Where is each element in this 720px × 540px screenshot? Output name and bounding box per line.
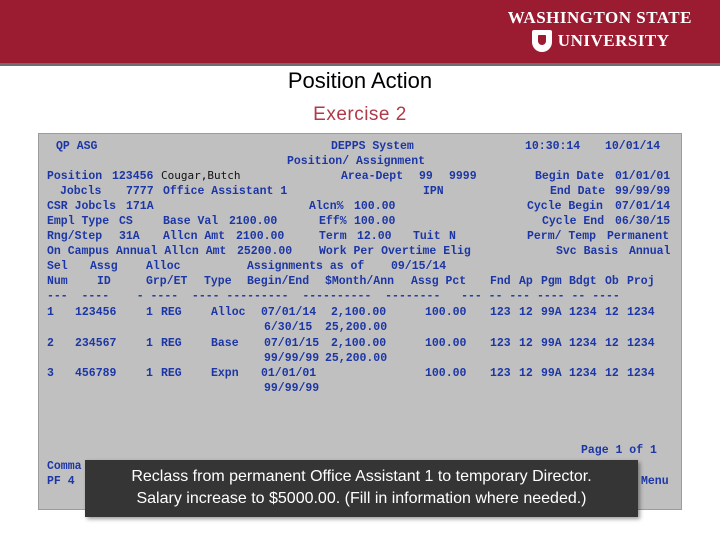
rng-step-value[interactable]: 31A	[119, 230, 140, 243]
col-id: ID	[97, 275, 111, 288]
logo-line1: WASHINGTON STATE	[507, 8, 692, 27]
begin-date-label: Begin Date	[535, 170, 605, 183]
row2-id: 234567	[75, 337, 117, 350]
svc-basis-value[interactable]: Annual	[629, 245, 671, 258]
header-separator: --- ---- - ---- ---- --------- ---------- -------- --- -- --- ---- -- ----	[47, 290, 620, 303]
rng-step-label: Rng/Step	[47, 230, 103, 243]
row2-begin: 07/01/15	[264, 337, 320, 350]
row3-id: 456789	[75, 367, 117, 380]
col-month-ann: $Month/Ann	[325, 275, 395, 288]
cycle-end-value[interactable]: 06/30/15	[615, 215, 671, 228]
csr-jobcls-label: CSR Jobcls	[47, 200, 117, 213]
menu-key[interactable]: Menu	[641, 475, 669, 488]
col-type: Type	[204, 275, 232, 288]
col-alloc: Alloc	[146, 260, 181, 273]
row3-et: REG	[161, 367, 182, 380]
row1-ann: 25,200.00	[325, 321, 388, 334]
csr-jobcls-value[interactable]: 171A	[126, 200, 154, 213]
row2-grp: 1	[146, 337, 153, 350]
assignments-as-of-date: 09/15/14	[391, 260, 447, 273]
row3-pgm: 99A	[541, 367, 562, 380]
row3-proj: 1234	[627, 367, 655, 380]
row3-type: Expn	[211, 367, 239, 380]
callout-line1: Reclass from permanent Office Assistant 1 to temporary Director.	[131, 468, 592, 485]
row1-fnd: 123	[490, 306, 511, 319]
row2-ob: 12	[605, 337, 619, 350]
row2-bdgt: 1234	[569, 337, 597, 350]
row1-pgm: 99A	[541, 306, 562, 319]
position-label: Position	[47, 170, 103, 183]
term-label: Term	[319, 230, 347, 243]
row2-fnd: 123	[490, 337, 511, 350]
row3-grp: 1	[146, 367, 153, 380]
allcn-amt-label: Allcn Amt	[163, 230, 226, 243]
begin-date-value[interactable]: 01/01/01	[615, 170, 671, 183]
tuit-value[interactable]: N	[449, 230, 456, 243]
col-num: Num	[47, 275, 68, 288]
dept-value[interactable]: 9999	[449, 170, 477, 183]
svc-basis-label: Svc Basis	[556, 245, 619, 258]
row1-begin: 07/01/14	[261, 306, 317, 319]
tuit-label: Tuit	[413, 230, 441, 243]
row1-type: Alloc	[211, 306, 246, 319]
alcn-pct-label: Alcn%	[309, 200, 344, 213]
end-date-value[interactable]: 99/99/99	[615, 185, 671, 198]
row1-id: 123456	[75, 306, 117, 319]
row2-ap: 12	[519, 337, 533, 350]
row2-end: 99/99/99	[264, 352, 320, 365]
perm-temp-value[interactable]: Permanent	[607, 230, 670, 243]
row2-pgm: 99A	[541, 337, 562, 350]
row1-end: 6/30/15	[264, 321, 313, 334]
system-name: DEPPS System	[331, 140, 414, 153]
allcn-amt-value[interactable]: 2100.00	[236, 230, 285, 243]
system-time: 10:30:14	[525, 140, 581, 153]
screen-name: Position/ Assignment	[287, 155, 426, 168]
row3-num[interactable]: 3	[47, 367, 54, 380]
cycle-begin-value[interactable]: 07/01/14	[615, 200, 671, 213]
cycle-end-label: Cycle End	[542, 215, 605, 228]
page-indicator: Page 1 of 1	[581, 444, 657, 457]
pf4-key[interactable]: PF 4	[47, 475, 75, 488]
col-pgm: Pgm	[541, 275, 562, 288]
row1-ob: 12	[605, 306, 619, 319]
col-bdgt: Bdgt	[569, 275, 597, 288]
row2-et: REG	[161, 337, 182, 350]
col-grp-et: Grp/ET	[146, 275, 188, 288]
area-value[interactable]: 99	[419, 170, 433, 183]
row1-num[interactable]: 1	[47, 306, 54, 319]
wsu-seal-icon	[532, 30, 552, 52]
col-ap: Ap	[519, 275, 533, 288]
base-val-value[interactable]: 2100.00	[229, 215, 278, 228]
cycle-begin-label: Cycle Begin	[527, 200, 603, 213]
row2-type: Base	[211, 337, 239, 350]
col-begin-end: Begin/End	[247, 275, 310, 288]
row1-ap: 12	[519, 306, 533, 319]
on-campus-amt: 25200.00	[237, 245, 293, 258]
row3-ap: 12	[519, 367, 533, 380]
mainframe-terminal-screen[interactable]	[38, 133, 682, 510]
row3-end: 99/99/99	[264, 382, 320, 395]
empl-type-value[interactable]: CS	[119, 215, 133, 228]
row3-begin: 01/01/01	[261, 367, 317, 380]
eff-pct-label: Eff%	[319, 215, 347, 228]
row1-proj: 1234	[627, 306, 655, 319]
col-ob: Ob	[605, 275, 619, 288]
jobcls-code[interactable]: 7777	[126, 185, 154, 198]
assignments-as-of-label: Assignments as of	[247, 260, 365, 273]
term-value[interactable]: 12.00	[357, 230, 392, 243]
row1-pct: 100.00	[425, 306, 467, 319]
row2-month: 2,100.00	[331, 337, 387, 350]
callout-line2: Salary increase to $5000.00. (Fill in information where needed.)	[136, 490, 587, 507]
row2-pct: 100.00	[425, 337, 467, 350]
header-bar	[0, 0, 720, 66]
command-label[interactable]: Comma	[47, 460, 82, 473]
row1-grp: 1	[146, 306, 153, 319]
slide-title: Position Action	[287, 68, 433, 93]
work-per-label: Work Per Overtime Elig	[319, 245, 471, 258]
row2-ann: 25,200.00	[325, 352, 388, 365]
jobcls-label: Jobcls	[60, 185, 102, 198]
area-dept-label: Area-Dept	[341, 170, 404, 183]
system-date: 10/01/14	[605, 140, 661, 153]
logo-line2: UNIVERSITY	[557, 31, 670, 50]
instruction-callout	[85, 460, 638, 517]
col-assg: Assg	[90, 260, 118, 273]
perm-temp-label: Perm/ Temp	[527, 230, 597, 243]
empl-type-label: Empl Type	[47, 215, 110, 228]
system-code: QP ASG	[56, 140, 98, 153]
col-assg-pct: Assg Pct	[411, 275, 467, 288]
employee-name: Cougar,Butch	[161, 169, 241, 182]
row3-ob: 12	[605, 367, 619, 380]
col-sel: Sel	[47, 260, 68, 273]
row1-et: REG	[161, 306, 182, 319]
wsu-logo	[508, 8, 692, 52]
row1-month: 2,100.00	[331, 306, 387, 319]
row1-bdgt: 1234	[569, 306, 597, 319]
ipn-label: IPN	[423, 185, 444, 198]
col-fnd: Fnd	[490, 275, 511, 288]
eff-pct-value[interactable]: 100.00	[354, 215, 396, 228]
base-val-label: Base Val	[163, 215, 219, 228]
jobcls-title: Office Assistant 1	[163, 185, 288, 198]
col-proj: Proj	[627, 275, 655, 288]
position-number[interactable]: 123456	[112, 170, 154, 183]
row2-num[interactable]: 2	[47, 337, 54, 350]
row3-pct: 100.00	[425, 367, 467, 380]
row3-fnd: 123	[490, 367, 511, 380]
slide-subtitle: Exercise 2	[313, 104, 407, 125]
alcn-pct-value[interactable]: 100.00	[354, 200, 396, 213]
end-date-label: End Date	[550, 185, 606, 198]
on-campus-label: On Campus Annual Allcn Amt	[47, 245, 227, 258]
row2-proj: 1234	[627, 337, 655, 350]
row3-bdgt: 1234	[569, 367, 597, 380]
